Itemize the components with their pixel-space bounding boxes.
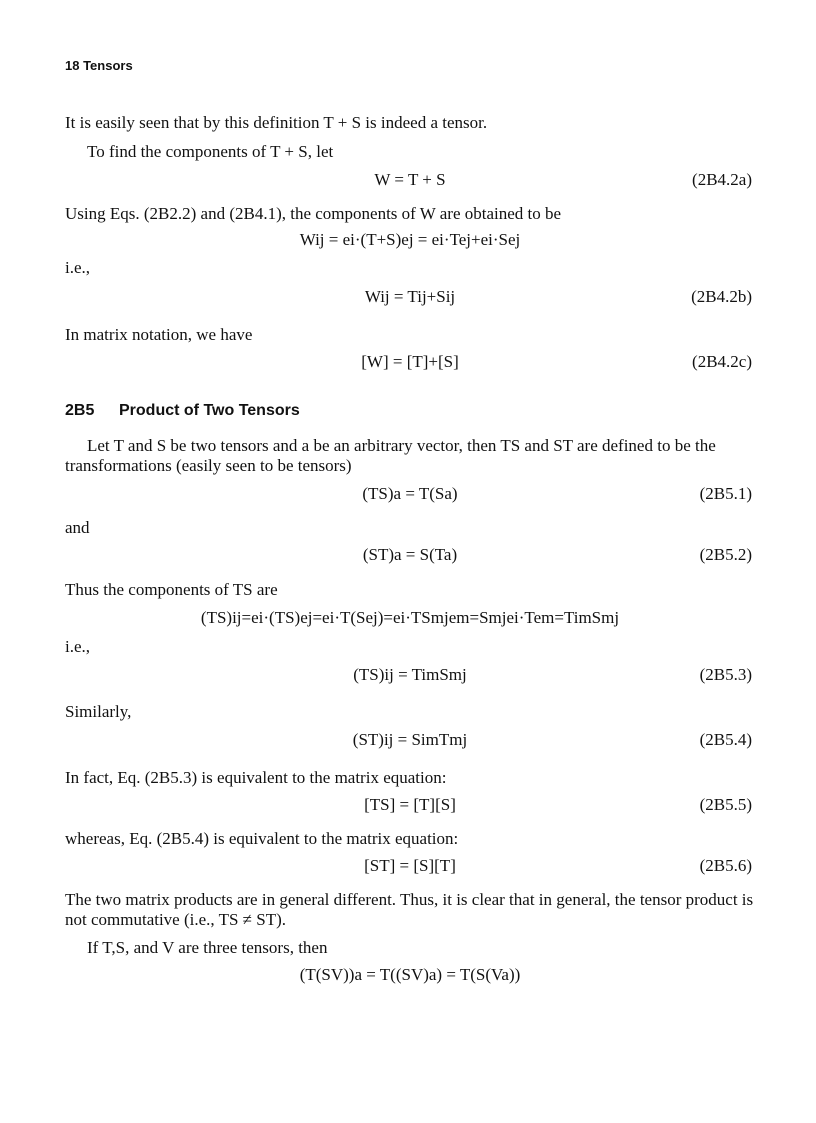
text-and: and [65,518,90,537]
paragraph-components-TS: Thus the components of TS are [65,580,278,599]
equation-2B4-2b: Wij = Tij+Sij [364,287,456,306]
paragraph-find-components: To find the components of T + S, let [87,142,334,161]
equation-2B5-3: (TS)ij = TimSmj [353,665,467,684]
equation-number-2B4-2c: (2B4.2c) [692,352,752,371]
paragraph-using-eqs: Using Eqs. (2B2.2) and (2B4.1), the components of W are obtained to be [65,204,562,223]
equation-2B5-4: (ST)ij = SimTmj [352,730,468,749]
text-ie-1: i.e., [65,258,91,277]
equation-2B5-2: (ST)a = S(Ta) [362,545,458,564]
paragraph-not-commutative: The two matrix products are in general different. Thus, it is clear that in general, the tensor product is not commutative (i.e., TS ≠ ST). [65,890,754,929]
equation-number-2B5-6: (2B5.6) [699,856,752,875]
equation-TS-expansion: (TS)ij=ei·(TS)ej=ei·T(Sej)=ei·TSmjem=Smjei·Tem=TimSmj [200,608,620,627]
section-number: 2B5 [65,402,95,419]
equation-2B4-2a: W = T + S [374,170,446,189]
paragraph-matrix-eq-TS: In fact, Eq. (2B5.3) is equivalent to the matrix equation: [65,768,447,787]
section-heading [65,402,300,420]
equation-number-2B5-1: (2B5.1) [699,484,752,503]
equation-number-2B5-3: (2B5.3) [699,665,752,684]
equation-2B4-2c: [W] = [T]+[S] [361,352,459,371]
paragraph-matrix-notation: In matrix notation, we have [65,325,253,344]
section-title: Product of Two Tensors [119,402,300,419]
running-header: 18 Tensors [65,58,133,73]
equation-number-2B5-2: (2B5.2) [699,545,752,564]
text-similarly: Similarly, [65,702,132,721]
text-ie-2: i.e., [65,637,91,656]
equation-2B5-5: [TS] = [T][S] [364,795,456,814]
paragraph-matrix-eq-ST: whereas, Eq. (2B5.4) is equivalent to the matrix equation: [65,829,459,848]
paragraph-sum-is-tensor: It is easily seen that by this definition T + S is indeed a tensor. [65,113,488,132]
equation-associativity: (T(SV))a = T((SV)a) = T(S(Va)) [299,965,521,984]
paragraph-product-definition: Let T and S be two tensors and a be an arbitrary vector, then TS and ST are defined to be the transformations (easily seen to be tensors) [65,436,716,475]
equation-W-expansion: Wij = ei·(T+S)ej = ei·Tej+ei·Sej [299,230,521,249]
equation-2B5-1: (TS)a = T(Sa) [362,484,458,503]
equation-2B5-6: [ST] = [S][T] [364,856,456,875]
paragraph-three-tensors: If T,S, and V are three tensors, then [87,938,328,957]
equation-number-2B4-2b: (2B4.2b) [691,287,752,306]
equation-number-2B5-5: (2B5.5) [699,795,752,814]
equation-number-2B4-2a: (2B4.2a) [692,170,752,189]
equation-number-2B5-4: (2B5.4) [699,730,752,749]
